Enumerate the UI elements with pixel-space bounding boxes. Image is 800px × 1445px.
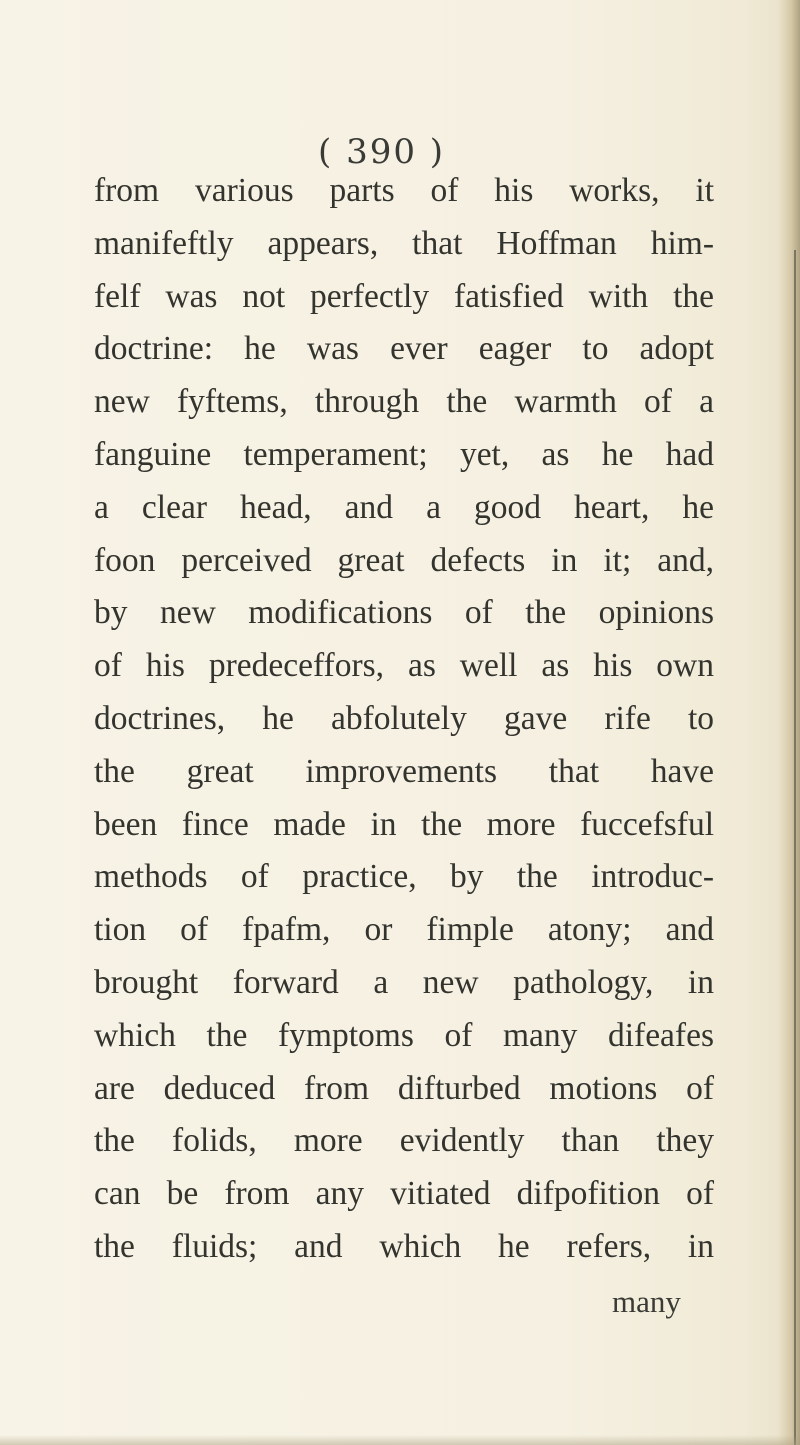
catchword: many [612,1284,681,1319]
text-line: the fluids; and which he refers, in [94,1227,714,1265]
text-line: been fince made in the more fuccefsful [94,805,714,843]
text-line: from various parts of his works, it [94,172,714,209]
text-line: doctrines, he abfolutely gave rife to [94,699,714,737]
text-line: tion of fpafm, or fimple atony; and [94,911,714,949]
page-edge-shadow [778,0,800,1445]
page-bottom-shadow [0,1435,800,1445]
text-line: a clear head, and a good heart, he [94,488,714,526]
text-line: manifeftly appears, that Hoffman him- [94,224,714,262]
text-line: doctrine: he was ever eager to adopt [94,330,714,368]
body-text [94,165,714,1274]
text-line: can be from any vitiated difpofition of [94,1175,714,1213]
text-line: brought forward a new pathology, in [94,963,714,1001]
text-line: fanguine temperament; yet, as he had [94,435,714,473]
text-line: by new modifications of the opinions [94,594,714,632]
text-line: the folids, more evidently than they [94,1122,714,1160]
text-line: foon perceived great defects in it; and, [94,541,714,579]
text-line: new fyftems, through the warmth of a [94,383,714,421]
text-line: of his predeceffors, as well as his own [94,647,714,685]
text-line: methods of practice, by the introduc- [94,858,714,896]
page-edge-line [794,250,796,1445]
page-number: ( 390 ) [318,132,446,172]
text-line: which the fymptoms of many difeafes [94,1016,714,1054]
text-line: the great improvements that have [94,752,714,790]
text-line: felf was not perfectly fatisfied with the [94,277,714,315]
text-line: are deduced from difturbed motions of [94,1069,714,1107]
